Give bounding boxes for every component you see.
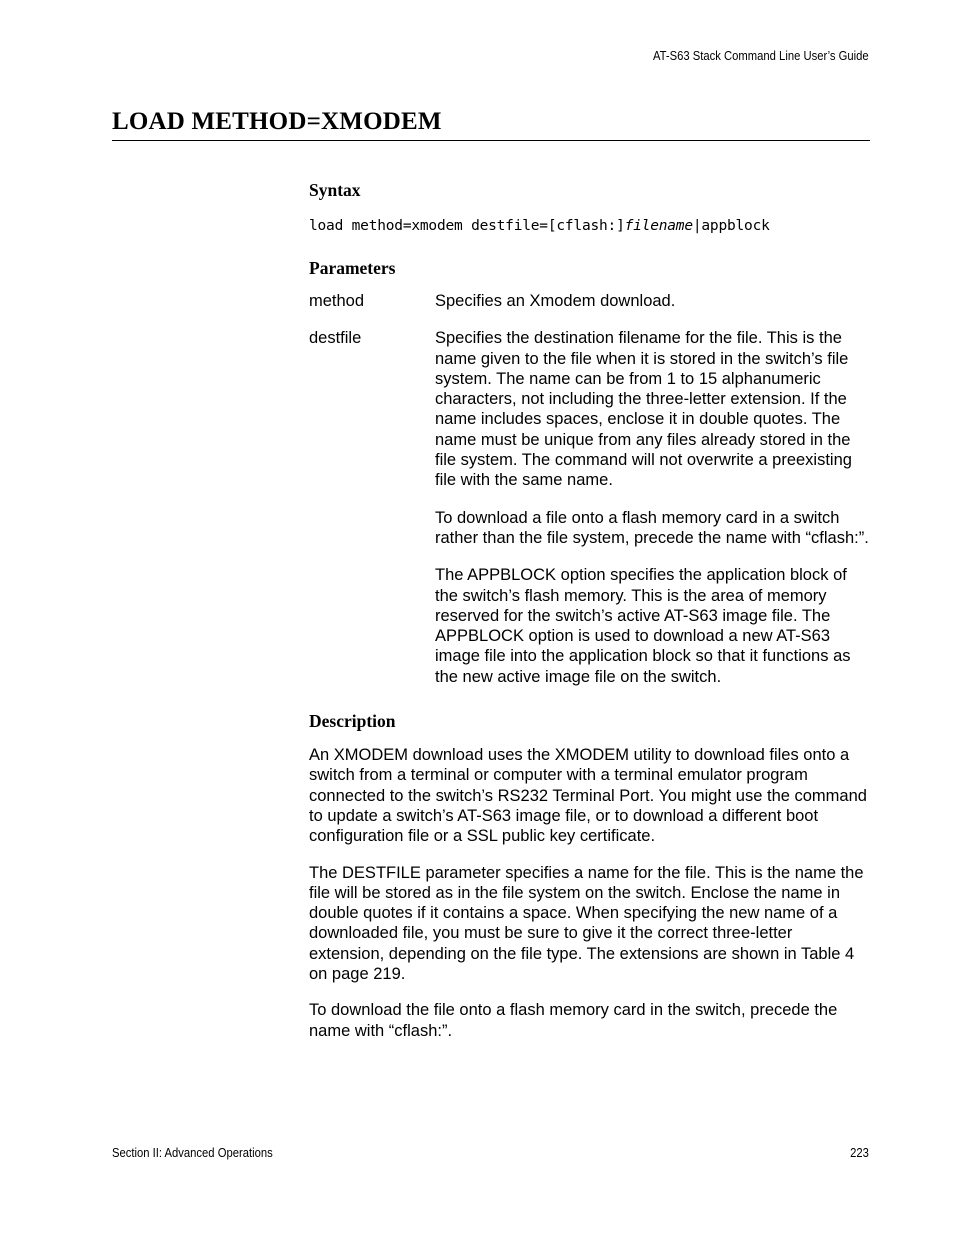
description-paragraph: The DESTFILE parameter specifies a name for the file. This is the name the file will be stored as in the file system on the switch. Enclose the name in double quotes if it contains a space. When specifying the new name of a downloaded file, you must be sure to give it the correct three-letter extension, depending on the file type. The extensions are shown in Table 4 on page 219. [309, 863, 864, 984]
param-name: method [309, 292, 365, 310]
description-heading: Description [309, 711, 396, 732]
syntax-heading: Syntax [309, 180, 361, 200]
param-description [435, 328, 870, 687]
title-rule [112, 140, 870, 141]
parameters-table [309, 291, 870, 687]
description-paragraph: To download the file onto a flash memory card in the switch, precede the name with “cflash:”. [309, 1001, 838, 1040]
param-row-method [309, 291, 870, 311]
param-row-destfile [309, 328, 870, 687]
param-paragraph: Specifies the destination filename for the file. This is the name given to the file when it is stored in the switch’s file system. The name can be from 1 to 15 alphanumeric characters, not including the three-letter extension. If the name includes spaces, enclose it in double quotes. The name must be unique from any files already stored in the file system. The command will not overwrite a preexisting file with the same name. [435, 329, 852, 490]
page-title: LOAD METHOD=XMODEM [112, 108, 442, 135]
param-description [435, 291, 870, 311]
description-paragraph: An XMODEM download uses the XMODEM utility to download files onto a switch from a terminal or computer with a terminal emulator program connected to the switch’s RS232 Terminal Port. You might use the command to update a switch’s AT-S63 image file, or to download a different boot configuration file or a SSL public key certificate. [309, 746, 867, 846]
param-paragraph: To download a file onto a flash memory card in a switch rather than the file system, precede the name with “cflash:”. [435, 508, 869, 547]
parameters-heading: Parameters [309, 258, 396, 278]
param-paragraph: Specifies an Xmodem download. [435, 292, 676, 310]
syntax-prefix: load method=xmodem destfile=[cflash:] [309, 218, 625, 234]
main-content [309, 176, 870, 1041]
footer-page-number: 223 [850, 1146, 869, 1160]
running-header: AT-S63 Stack Command Line User’s Guide [653, 49, 869, 63]
syntax-suffix: |appblock [692, 218, 770, 234]
footer-section: Section II: Advanced Operations [112, 1146, 273, 1160]
param-name: destfile [309, 329, 362, 348]
param-paragraph: The APPBLOCK option specifies the application block of the switch’s flash memory. This is the area of memory reserved for the switch’s active AT-S63 image file. The APPBLOCK option is used to download a new AT-S63 image file into the application block so that it functions as the new active image file on the switch. [435, 566, 851, 686]
syntax-filename: filename [624, 218, 693, 234]
syntax-command [309, 215, 870, 237]
